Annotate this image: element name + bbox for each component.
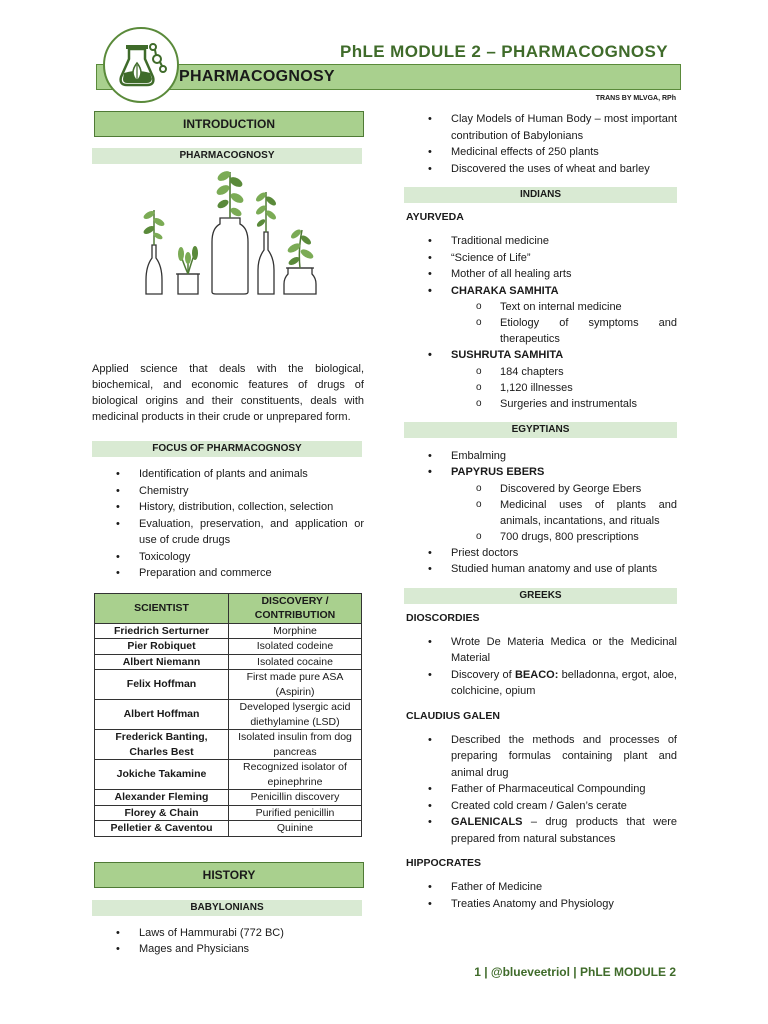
list-item: • Discovered the uses of wheat and barley [404,161,677,178]
table-row [95,730,362,760]
scientist-name: Pier Robiquet [95,639,229,655]
list-item [404,347,677,412]
scientists-table [94,593,362,837]
galen-list [404,732,677,848]
list-item: • Mother of all healing arts [404,266,677,283]
discovery: Isolated codeine [229,639,362,655]
scientist-name: Jokiche Takamine [95,760,229,790]
list-item: • History, distribution, collection, selection [92,499,364,516]
list-item [404,667,677,700]
scientist-name: Friedrich Serturner [95,623,229,639]
list-item: • Chemistry [92,483,364,500]
table-row [95,639,362,655]
beaco-prefix: Discovery of [451,668,515,681]
discovery: First made pure ASA (Aspirin) [229,670,362,700]
sushruta-label: SUSHRUTA SAMHITA [451,349,564,361]
sub-item: o 1,120 illnesses [404,380,677,396]
babylonians-subheader: BABYLONIANS [92,900,362,916]
discovery: Purified penicillin [229,805,362,821]
table-row [95,670,362,700]
list-item: • Medicinal effects of 250 plants [404,144,677,161]
list-item: • Traditional medicine [404,233,677,250]
list-item: • Father of Pharmaceutical Compounding [404,781,677,798]
charaka-label: CHARAKA SAMHITA [451,284,559,297]
table-row [95,805,362,821]
right-column [404,111,677,912]
sub-item: o Medicinal uses of plants and animals, incantations, and rituals [404,497,677,529]
list-item: • Preparation and commerce [92,565,364,582]
list-item [404,464,677,545]
subject-title: PHARMACOGNOSY [179,68,335,85]
list-item: • Evaluation, preservation, and application or use of crude drugs [92,516,364,549]
table-header-row [95,593,362,623]
galenicals-text: – drug products that were prepared from natural substances [451,816,677,845]
sushruta-sublist [404,364,677,412]
discovery: Penicillin discovery [229,790,362,806]
scientist-name: Florey & Chain [95,805,229,821]
greeks-subheader: GREEKS [404,588,677,604]
plants-in-vases-illustration [92,170,364,295]
beaco-text: belladonna, ergot, aloe, colchicine, opium [451,668,677,697]
list-item: • Wrote De Materia Medica or the Medicinal Material [404,634,677,667]
table-row [95,700,362,730]
list-item: • Created cold cream / Galen’s cerate [404,798,677,815]
sub-item: o 700 drugs, 800 prescriptions [404,529,677,545]
hippocrates-heading: HIPPOCRATES [406,857,482,869]
introduction-header: INTRODUCTION [94,111,364,137]
dioscordies-heading: DIOSCORDIES [406,611,480,624]
scientist-name: Albert Hoffman [95,700,229,730]
list-item: • Father of Medicine [404,879,677,896]
list-item: • Laws of Hammurabi (772 BC) [92,925,364,942]
egyptians-subheader: EGYPTIANS [404,422,677,438]
scientist-name: Albert Niemann [95,654,229,670]
sub-item: o Discovered by George Ebers [404,481,677,497]
history-header: HISTORY [94,862,364,888]
dioscordies-list [404,634,677,700]
papyrus-label: PAPYRUS EBERS [451,466,545,478]
discovery: Isolated cocaine [229,654,362,670]
discovery: Quinine [229,821,362,837]
babylonians-list [92,925,364,958]
sub-item: o 184 chapters [404,364,677,380]
table-row [95,790,362,806]
table-row [95,654,362,670]
list-item: • Clay Models of Human Body – most important contribution of Babylonians [404,111,677,144]
ayurveda-heading: AYURVEDA [406,211,464,223]
module-title: PhLE MODULE 2 – PHARMACOGNOSY [340,42,669,61]
pharmacognosy-subheader: PHARMACOGNOSY [92,148,362,164]
page-footer: 1 | @blueveetriol | PhLE MODULE 2 [474,965,676,979]
sub-item: o Text on internal medicine [404,299,677,315]
list-item: • Toxicology [92,549,364,566]
list-item [404,283,677,348]
table-header-scientist: SCIENTIST [95,593,229,623]
table-header-discovery: DISCOVERY / CONTRIBUTION [229,593,362,623]
subject-title-bar [96,64,681,90]
flask-leaf-icon [115,39,169,93]
babylonians-continued-list [404,111,677,177]
list-item [404,814,677,847]
discovery: Recognized isolator of epinephrine [229,760,362,790]
table-row [95,821,362,837]
beaco-label: BEACO: [514,668,559,681]
hippocrates-list [404,879,677,912]
discovery: Morphine [229,623,362,639]
table-row [95,760,362,790]
focus-list [92,466,364,582]
sub-item: o Etiology of symptoms and therapeutics [404,315,677,347]
list-item: • Mages and Physicians [92,941,364,958]
discovery: Developed lysergic acid diethylamine (LSD) [229,700,362,730]
papyrus-sublist [404,481,677,545]
galen-heading: CLAUDIUS GALEN [406,709,500,722]
translator-credit: TRANS BY MLVGA, RPh [595,95,676,102]
discovery: Isolated insulin from dog pancreas [229,730,362,760]
scientist-name: Frederick Banting, Charles Best [95,730,229,760]
list-item: • Identification of plants and animals [92,466,364,483]
ayurveda-list [404,233,677,412]
list-item: • Studied human anatomy and use of plants [404,561,677,578]
indians-subheader: INDIANS [404,187,677,203]
pharmacognosy-definition: Applied science that deals with the biological, biochemical, and economic features of drugs of biological origins and their constituents, deals with medicinal products in their crude or unprepared form. [92,363,364,423]
scientist-name: Pelletier & Caventou [95,821,229,837]
sub-item: o Surgeries and instrumentals [404,396,677,412]
logo [103,27,179,103]
scientist-name: Felix Hoffman [95,670,229,700]
list-item: • Described the methods and processes of preparing formulas containing plant and animal drug [404,732,677,782]
table-row [95,623,362,639]
charaka-sublist [404,299,677,347]
list-item: • Embalming [404,448,677,465]
scientist-name: Alexander Fleming [95,790,229,806]
focus-subheader: FOCUS OF PHARMACOGNOSY [92,441,362,457]
list-item: • Treaties Anatomy and Physiology [404,896,677,913]
list-item: • “Science of Life” [404,250,677,267]
galenicals-label: GALENICALS [451,816,523,828]
egyptians-list [404,448,677,578]
left-column [92,111,364,958]
list-item: • Priest doctors [404,545,677,562]
